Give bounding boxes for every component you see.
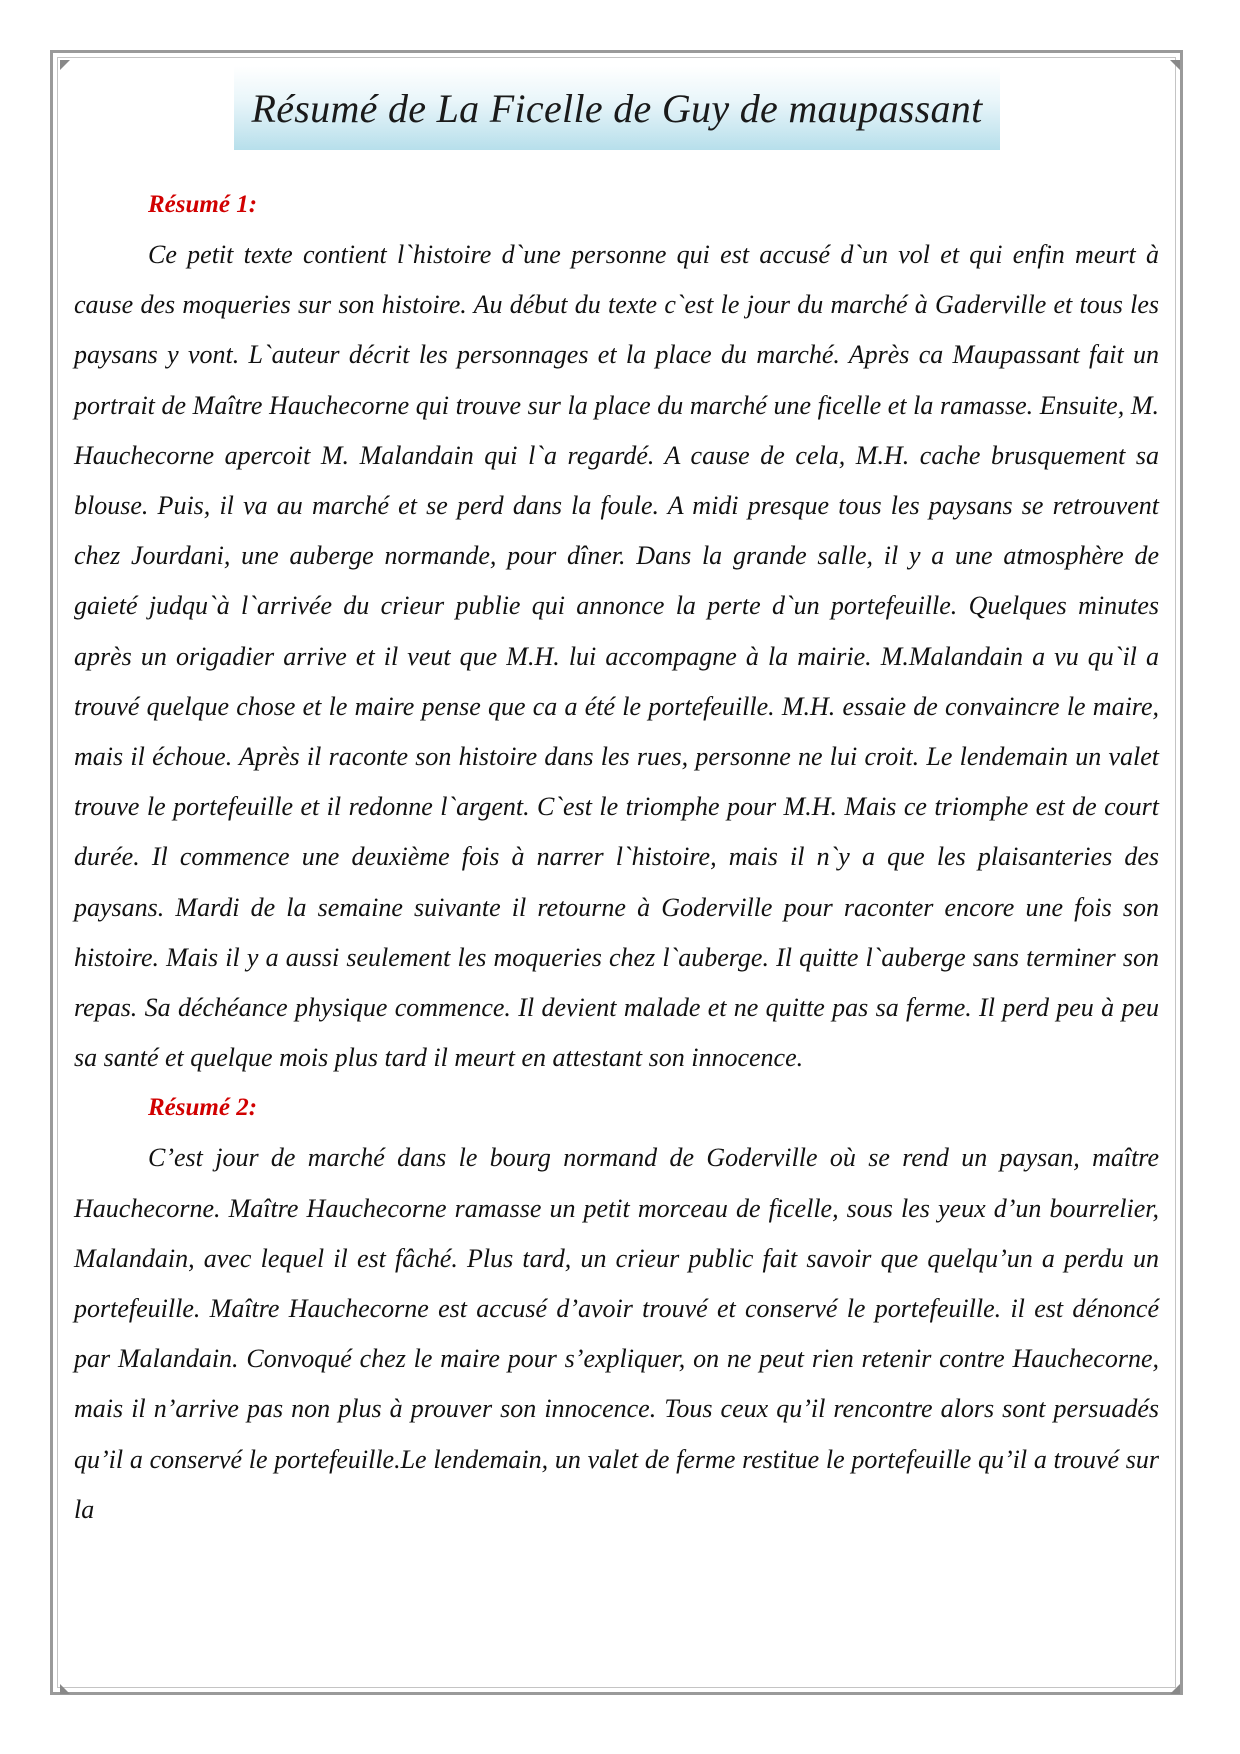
corner-ornament-bottom-left [60, 1684, 70, 1694]
document-body [74, 180, 1159, 1535]
section-text-resume-1: Ce petit texte contient l`histoire d`une personne qui est accusé d`un vol et qui enfin meurt à cause des moqueries sur son histoire. Au début du texte c`est le jour du marché à Gaderville et tous les paysans y vont. L`auteur décrit les personnages et la place du marché. Après ca Maupassant fait un portrait de Maître Hauchecorne qui trouve sur la place du marché une ficelle et la ramasse. Ensuite, M. Hauchecorne apercoit M. Malandain qui l`a regardé. A cause de cela, M.H. cache brusquement sa blouse. Puis, il va au marché et se perd dans la foule. A midi presque tous les paysans se retrouvent chez Jourdani, une auberge normande, pour dîner. Dans la grande salle, il y a une atmosphère de gaieté judqu`à l`arrivée du crieur publie qui annonce la perte d`un portefeuille. Quelques minutes après un origadier arrive et il veut que M.H. lui accompagne à la mairie. M.Malandain a vu qu`il a trouvé quelque chose et le maire pense que ca a été le portefeuille. M.H. essaie de convaincre le maire, mais il échoue. Après il raconte son histoire dans les rues, personne ne lui croit. Le lendemain un valet trouve le portefeuille et il redonne l`argent. C`est le triomphe pour M.H. Mais ce triomphe est de court durée. Il commence une deuxième fois à narrer l`histoire, mais il n`y a que les plaisanteries des paysans. Mardi de la semaine suivante il retourne à Goderville pour raconter encore une fois son histoire. Mais il y a aussi seulement les moqueries chez l`auberge. Il quitte l`auberge sans terminer son repas. Sa déchéance physique commence. Il devient malade et ne quitte pas sa ferme. Il perd peu à peu sa santé et quelque mois plus tard il meurt en attestant son innocence. [74, 240, 1159, 1073]
section-text-resume-2: C’est jour de marché dans le bourg normand de Goderville où se rend un paysan, maître Hauchecorne. Maître Hauchecorne ramasse un petit morceau de ficelle, sous les yeux d’un bourrelier, Malandain, avec lequel il est fâché. Plus tard, un crieur public fait savoir que quelqu’un a perdu un portefeuille. Maître Hauchecorne est accusé d’avoir trouvé et conservé le portefeuille. il est dénoncé par Malandain. Convoqué chez le maire pour s’expliquer, on ne peut rien retenir contre Hauchecorne, mais il n’arrive pas non plus à prouver son innocence. Tous ceux qu’il rencontre alors sont persuadés qu’il a conservé le portefeuille.Le lendemain, un valet de ferme restitue le portefeuille qu’il a trouvé sur la [74, 1143, 1159, 1524]
section-heading-resume-2: Résumé 2: [148, 1094, 258, 1122]
corner-ornament-bottom-right [1170, 1684, 1180, 1694]
corner-ornament-top-left [60, 60, 70, 70]
corner-ornament-top-right [1170, 60, 1180, 70]
document-title: Résumé de La Ficelle de Guy de maupassant [251, 85, 983, 131]
section-heading-resume-1: Résumé 1: [148, 191, 258, 218]
title-banner [234, 66, 1000, 150]
